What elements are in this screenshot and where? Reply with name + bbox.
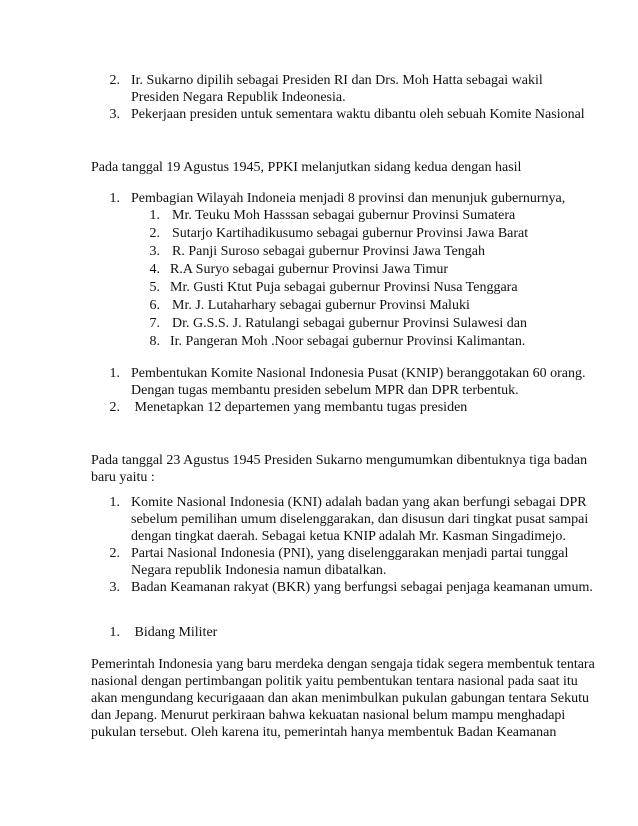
list-item xyxy=(0,207,638,225)
list-d xyxy=(0,494,638,596)
list-item xyxy=(0,279,638,297)
list-c xyxy=(0,365,638,416)
list-item xyxy=(0,106,638,123)
list-number: 1. xyxy=(109,366,120,381)
list-item xyxy=(0,399,638,416)
list-item xyxy=(0,243,638,261)
list-item xyxy=(0,365,638,399)
list-number: 2. xyxy=(109,400,120,415)
list-number: 4. xyxy=(149,262,160,277)
list-text: R.A Suryo sebagai gubernur Provinsi Jawa Timur xyxy=(170,262,449,277)
list-item xyxy=(0,190,638,207)
list-number: 3. xyxy=(149,244,160,259)
list-text: Pembentukan Komite Nasional Indonesia Pusat (KNIP) beranggotakan 60 orang. xyxy=(131,366,586,381)
list-number: 1. xyxy=(109,495,120,510)
list-e xyxy=(0,624,638,641)
list-text: Ir. Pangeran Moh .Noor sebagai gubernur Provinsi Kalimantan. xyxy=(170,334,526,349)
paragraph-19-agustus: Pada tanggal 19 Agustus 1945, PPKI melanjutkan sidang kedua dengan hasil xyxy=(91,160,522,175)
list-text: Partai Nasional Indonesia (PNI), yang diselenggarakan menjadi partai tunggal xyxy=(131,546,569,561)
province-list xyxy=(0,207,638,351)
list-number: 5. xyxy=(149,280,160,295)
list-number: 1. xyxy=(109,191,120,206)
list-item xyxy=(0,579,638,596)
list-number: 7. xyxy=(149,316,160,331)
list-number: 3. xyxy=(109,107,120,122)
list-number: 3. xyxy=(109,580,120,595)
paragraph-line: Pada tanggal 23 Agustus 1945 Presiden Sukarno mengumumkan dibentuknya tiga badan xyxy=(91,453,588,468)
list-text: Sutarjo Kartihadikusumo sebagai gubernur Provinsi Jawa Barat xyxy=(172,226,529,241)
list-text: Ir. Sukarno dipilih sebagai Presiden RI dan Drs. Moh Hatta sebagai wakil xyxy=(131,73,543,88)
list-text: Menetapkan 12 departemen yang membantu tugas presiden xyxy=(131,400,468,415)
paragraph-line: akan mengundang kecurigaaan dan akan menimbulkan pukulan gabungan tentara Sekutu xyxy=(91,691,589,706)
list-item xyxy=(0,297,638,315)
list-number: 2. xyxy=(109,73,120,88)
list-item xyxy=(0,494,638,545)
list-text: Badan Keamanan rakyat (BKR) yang berfungsi sebagai penjaga keamanan umum. xyxy=(131,580,593,595)
paragraph-line: nasional dengan pertimbangan politik yaitu pembentukan tentara nasional pada saat itu xyxy=(91,674,578,689)
paragraph-line: baru yaitu : xyxy=(91,470,155,485)
paragraph-line: Pemerintah Indonesia yang baru merdeka dengan sengaja tidak segera membentuk tentara xyxy=(91,657,595,672)
list-text: Dengan tugas membantu presiden sebelum MPR dan DPR terbentuk. xyxy=(131,383,519,398)
list-text: dengan tingkat daerah. Sebagai ketua KNIP adalah Mr. Kasman Singadimejo. xyxy=(131,529,566,544)
list-text: Pekerjaan presiden untuk sementara waktu dibantu oleh sebuah Komite Nasional xyxy=(131,107,585,122)
list-text: Komite Nasional Indonesia (KNI) adalah badan yang akan berfungi sebagai DPR xyxy=(131,495,587,510)
list-item xyxy=(0,261,638,279)
list-number: 6. xyxy=(149,298,160,313)
list-text: R. Panji Suroso sebagai gubernur Provinsi Jawa Tengah xyxy=(172,244,485,259)
list-a xyxy=(0,72,638,123)
list-text: Negara republik Indonesia namun dibatalkan. xyxy=(131,563,387,578)
list-number: 2. xyxy=(109,546,120,561)
list-number: 8. xyxy=(149,334,160,349)
list-number: 1. xyxy=(109,625,120,640)
list-text: sebelum pemilihan umum diselenggarakan, dan disusun dari tingkat pusat sampai xyxy=(131,512,589,527)
list-text: Presiden Negara Republik Indeonesia. xyxy=(131,90,346,105)
paragraph-militer xyxy=(91,656,595,741)
paragraph-line: dan Jepang. Menurut perkiraan bahwa kekuatan nasional belum mampu menghadapi xyxy=(91,708,566,723)
list-item xyxy=(0,545,638,579)
list-text: Pembagian Wilayah Indoneia menjadi 8 provinsi dan menunjuk gubernurnya, xyxy=(131,191,566,206)
list-text: Bidang Militer xyxy=(131,625,218,640)
list-text: Mr. J. Lutaharhary sebagai gubernur Provinsi Maluki xyxy=(172,298,470,313)
list-number: 1. xyxy=(149,208,160,223)
list-item xyxy=(0,315,638,333)
list-item xyxy=(0,225,638,243)
list-item xyxy=(0,72,638,106)
list-text: Dr. G.S.S. J. Ratulangi sebagai gubernur Provinsi Sulawesi dan xyxy=(172,316,528,331)
paragraph-line: pukulan tersebut. Oleh karena itu, pemerintah hanya membentuk Badan Keamanan xyxy=(91,725,557,740)
list-number: 2. xyxy=(149,226,160,241)
list-text: Mr. Gusti Ktut Puja sebagai gubernur Provinsi Nusa Tenggara xyxy=(170,280,518,295)
list-item xyxy=(0,624,638,641)
paragraph-23-agustus xyxy=(91,452,588,486)
list-b xyxy=(0,190,638,207)
list-text: Mr. Teuku Moh Hasssan sebagai gubernur Provinsi Sumatera xyxy=(172,208,516,223)
list-item xyxy=(0,333,638,351)
